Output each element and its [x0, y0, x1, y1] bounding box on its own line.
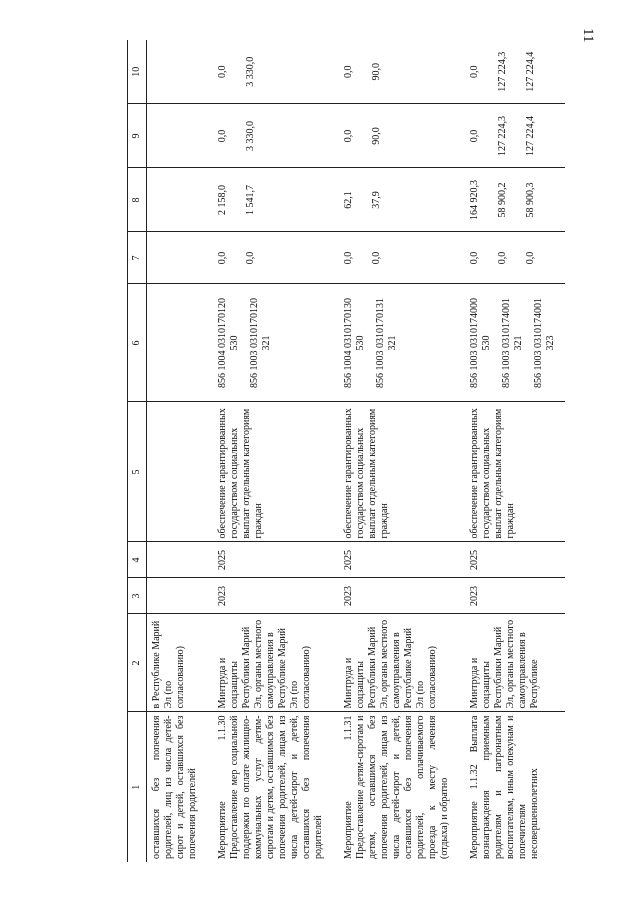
value: 90,0 [371, 63, 382, 81]
value: 127 224,4 [525, 116, 536, 156]
budget-code-cell [207, 284, 333, 402]
value: 0,0 [469, 251, 480, 265]
executor-cell: Минтруда и соцзащиты Республики Марий Эл, органы местного самоуправления в Республике [459, 614, 565, 712]
year-end-cell: 2025 [333, 542, 459, 578]
continuation-measure: оставшихся без попечения родителей, лиц из числа детей-сирот и детей, оставшихся без попечения родителей [151, 715, 198, 859]
value: 0,0 [525, 251, 536, 265]
table-row-continuation [147, 40, 208, 862]
value: 0,0 [217, 251, 228, 265]
page-number: 11 [580, 28, 596, 43]
value: 62,1 [343, 191, 354, 209]
table-row [207, 40, 333, 862]
value-cell-7 [459, 232, 565, 284]
rotated-table-container [127, 40, 622, 862]
col-header-1: 1 [128, 712, 147, 862]
purpose-cell: обеспечение гарантированных государством социальных выплат отдельным категориям граждан [333, 402, 459, 542]
budget-code-cell [459, 284, 565, 402]
col-header-9: 9 [128, 104, 147, 168]
value: 0,0 [371, 251, 382, 265]
measure-cell: Мероприятие 1.1.30 Предоставление мер социальной поддержки по оплате жилищно-коммунальных услуг детям-сиротам и детям, оставшимся без попечения родителей, лицам из числа детей-сирот и детей, оставшихся без попечения родителей [217, 715, 324, 859]
table-row [333, 40, 459, 862]
col-header-7: 7 [128, 232, 147, 284]
value-cell-9 [207, 104, 333, 168]
value: 1 541,7 [245, 185, 256, 215]
value-cell-9 [333, 104, 459, 168]
value: 90,0 [371, 127, 382, 145]
value: 0,0 [497, 251, 508, 265]
budget-code: 856 1003 0310170131 321 [375, 298, 398, 388]
value: 37,9 [371, 191, 382, 209]
value: 58 900,3 [525, 182, 536, 218]
value: 127 224,3 [497, 116, 508, 156]
value-cell-8 [459, 168, 565, 232]
year-start-cell: 2023 [459, 578, 565, 614]
value: 3 330,0 [245, 121, 256, 151]
measure-cell: Мероприятие 1.1.32 Выплата вознаграждения приемным родителям и патронатным воспитателям, иным опекунам и попечителям несовершеннолетних [469, 715, 540, 859]
continuation-executor: в Республике Марий Эл (по согласованию) [147, 614, 208, 712]
value: 0,0 [469, 65, 480, 78]
value: 3 330,0 [245, 56, 256, 87]
executor-cell: Минтруда и соцзащиты Республики Марий Эл, органы местного самоуправления в Республике Марий Эл (по согласованию) [333, 614, 459, 712]
value-cell-7 [333, 232, 459, 284]
value-cell-9 [459, 104, 565, 168]
col-header-10: 10 [128, 40, 147, 104]
column-number-row [128, 40, 147, 862]
purpose-cell: обеспечение гарантированных государством социальных выплат отдельным категориям граждан [207, 402, 333, 542]
value-cell-10 [207, 40, 333, 104]
value-cell-10 [459, 40, 565, 104]
budget-code: 856 1004 0310170130 530 [343, 298, 366, 388]
budget-code: 856 1003 0310174001 323 [533, 298, 556, 388]
value: 0,0 [217, 65, 228, 78]
col-header-4: 4 [128, 542, 147, 578]
value: 0,0 [217, 129, 228, 143]
table-row [459, 40, 565, 862]
purpose-cell: обеспечение гарантированных государством социальных выплат отдельным категориям граждан [459, 402, 565, 542]
value: 127 224,3 [497, 51, 508, 92]
budget-code: 856 1003 0310174001 321 [501, 298, 524, 388]
year-end-cell: 2025 [459, 542, 565, 578]
col-header-2: 2 [128, 614, 147, 712]
value-cell-8 [207, 168, 333, 232]
value-cell-8 [333, 168, 459, 232]
value: 2 158,0 [217, 185, 228, 215]
budget-code: 856 1003 0310174000 530 [469, 298, 492, 388]
year-end-cell: 2025 [207, 542, 333, 578]
value: 0,0 [343, 65, 354, 78]
budget-code-cell [333, 284, 459, 402]
col-header-5: 5 [128, 402, 147, 542]
measure-cell: Мероприятие 1.1.31 Предоставление детям-сиротам и детям, оставшимся без попечения родителей, лицам из числа детей-сирот и детей, оставшихся без попечения родителей, оплачиваемого проезда к месту лечения (отдыха) и обратно [343, 715, 450, 859]
budget-code: 856 1003 0310170120 321 [249, 298, 272, 388]
col-header-6: 6 [128, 284, 147, 402]
value: 0,0 [245, 251, 256, 265]
value-cell-7 [207, 232, 333, 284]
executor-cell: Минтруда и соцзащиты Республики Марий Эл, органы местного самоуправления в Республике Марий Эл (по согласованию) [207, 614, 333, 712]
col-header-8: 8 [128, 168, 147, 232]
value: 0,0 [343, 129, 354, 143]
budget-code: 856 1004 0310170120 530 [217, 298, 240, 388]
measures-table [127, 40, 565, 862]
value-cell-10 [333, 40, 459, 104]
value: 164 920,3 [469, 180, 480, 220]
value: 0,0 [343, 251, 354, 265]
year-start-cell: 2023 [333, 578, 459, 614]
col-header-3: 3 [128, 578, 147, 614]
value: 127 224,4 [525, 51, 536, 92]
year-start-cell: 2023 [207, 578, 333, 614]
value: 58 900,2 [497, 182, 508, 218]
value: 0,0 [469, 129, 480, 143]
